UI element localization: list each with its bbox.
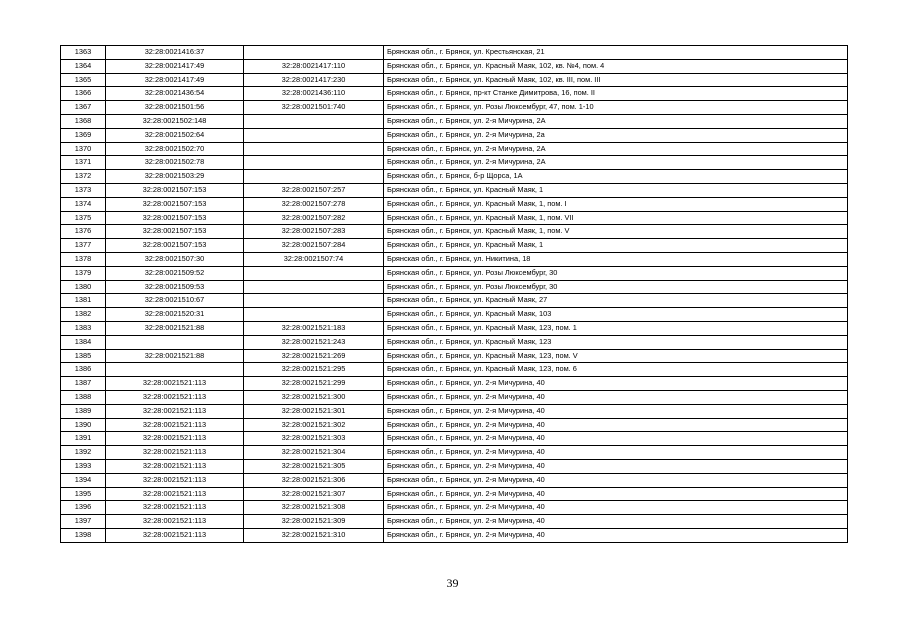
address-cell: Брянская обл., г. Брянск, ул. 2-я Мичурина, 40 bbox=[384, 515, 848, 529]
cadastral-number-cell: 32:28:0021521:113 bbox=[106, 515, 244, 529]
cadastral-number-cell: 32:28:0021507:153 bbox=[106, 211, 244, 225]
building-number-cell: 32:28:0021507:74 bbox=[244, 252, 384, 266]
cadastral-number-cell: 32:28:0021521:113 bbox=[106, 432, 244, 446]
building-number-cell: 32:28:0021507:284 bbox=[244, 239, 384, 253]
table-row bbox=[61, 418, 848, 432]
row-number-cell: 1396 bbox=[61, 501, 106, 515]
address-cell: Брянская обл., г. Брянск, ул. Крестьянская, 21 bbox=[384, 46, 848, 60]
row-number-cell: 1377 bbox=[61, 239, 106, 253]
cadastral-number-cell: 32:28:0021521:113 bbox=[106, 404, 244, 418]
table-row bbox=[61, 170, 848, 184]
row-number-cell: 1391 bbox=[61, 432, 106, 446]
address-cell: Брянская обл., г. Брянск, б-р Щорса, 1А bbox=[384, 170, 848, 184]
row-number-cell: 1368 bbox=[61, 114, 106, 128]
row-number-cell: 1383 bbox=[61, 321, 106, 335]
table-row bbox=[61, 501, 848, 515]
building-number-cell: 32:28:0021436:110 bbox=[244, 87, 384, 101]
address-cell: Брянская обл., г. Брянск, ул. Розы Люксембург, 47, пом. 1-10 bbox=[384, 101, 848, 115]
row-number-cell: 1376 bbox=[61, 225, 106, 239]
table-row bbox=[61, 239, 848, 253]
cadastral-number-cell: 32:28:0021521:113 bbox=[106, 377, 244, 391]
cadastral-number-cell: 32:28:0021502:70 bbox=[106, 142, 244, 156]
row-number-cell: 1382 bbox=[61, 308, 106, 322]
building-number-cell bbox=[244, 128, 384, 142]
building-number-cell bbox=[244, 280, 384, 294]
row-number-cell: 1378 bbox=[61, 252, 106, 266]
cadastral-number-cell: 32:28:0021510:67 bbox=[106, 294, 244, 308]
address-cell: Брянская обл., г. Брянск, ул. Розы Люксембург, 30 bbox=[384, 266, 848, 280]
address-cell: Брянская обл., г. Брянск, ул. Красный Маяк, 1, пом. I bbox=[384, 197, 848, 211]
address-cell: Брянская обл., г. Брянск, ул. Красный Маяк, 103 bbox=[384, 308, 848, 322]
cadastral-number-cell: 32:28:0021507:153 bbox=[106, 197, 244, 211]
row-number-cell: 1379 bbox=[61, 266, 106, 280]
cadastral-number-cell: 32:28:0021417:49 bbox=[106, 59, 244, 73]
address-cell: Брянская обл., г. Брянск, ул. Красный Маяк, 1, пом. V bbox=[384, 225, 848, 239]
row-number-cell: 1365 bbox=[61, 73, 106, 87]
table-row bbox=[61, 142, 848, 156]
table-row bbox=[61, 156, 848, 170]
table-row bbox=[61, 225, 848, 239]
row-number-cell: 1392 bbox=[61, 446, 106, 460]
address-cell: Брянская обл., г. Брянск, ул. Никитина, 18 bbox=[384, 252, 848, 266]
cadastral-number-cell: 32:28:0021509:53 bbox=[106, 280, 244, 294]
table-row bbox=[61, 335, 848, 349]
address-cell: Брянская обл., г. Брянск, ул. Розы Люксембург, 30 bbox=[384, 280, 848, 294]
building-number-cell: 32:28:0021521:305 bbox=[244, 459, 384, 473]
address-cell: Брянская обл., г. Брянск, ул. 2-я Мичурина, 2а bbox=[384, 128, 848, 142]
cadastral-number-cell: 32:28:0021501:56 bbox=[106, 101, 244, 115]
cadastral-number-cell: 32:28:0021521:113 bbox=[106, 487, 244, 501]
address-cell: Брянская обл., г. Брянск, ул. Красный Маяк, 1, пом. VII bbox=[384, 211, 848, 225]
building-number-cell: 32:28:0021521:302 bbox=[244, 418, 384, 432]
table-row bbox=[61, 252, 848, 266]
cadastral-number-cell bbox=[106, 363, 244, 377]
building-number-cell: 32:28:0021521:301 bbox=[244, 404, 384, 418]
building-number-cell: 32:28:0021521:309 bbox=[244, 515, 384, 529]
address-cell: Брянская обл., г. Брянск, пр-кт Станке Димитрова, 16, пом. II bbox=[384, 87, 848, 101]
property-table bbox=[60, 45, 848, 543]
table-row bbox=[61, 294, 848, 308]
building-number-cell: 32:28:0021521:308 bbox=[244, 501, 384, 515]
table-row bbox=[61, 46, 848, 60]
address-cell: Брянская обл., г. Брянск, ул. 2-я Мичурина, 40 bbox=[384, 432, 848, 446]
building-number-cell: 32:28:0021521:295 bbox=[244, 363, 384, 377]
address-cell: Брянская обл., г. Брянск, ул. 2-я Мичурина, 2А bbox=[384, 114, 848, 128]
building-number-cell: 32:28:0021521:183 bbox=[244, 321, 384, 335]
address-cell: Брянская обл., г. Брянск, ул. 2-я Мичурина, 40 bbox=[384, 473, 848, 487]
table-row bbox=[61, 308, 848, 322]
cadastral-number-cell: 32:28:0021521:113 bbox=[106, 528, 244, 542]
building-number-cell bbox=[244, 156, 384, 170]
building-number-cell bbox=[244, 308, 384, 322]
building-number-cell bbox=[244, 142, 384, 156]
table-row bbox=[61, 459, 848, 473]
address-cell: Брянская обл., г. Брянск, ул. 2-я Мичурина, 40 bbox=[384, 487, 848, 501]
property-table-body bbox=[61, 46, 848, 543]
row-number-cell: 1369 bbox=[61, 128, 106, 142]
table-row bbox=[61, 266, 848, 280]
address-cell: Брянская обл., г. Брянск, ул. Красный Маяк, 123 bbox=[384, 335, 848, 349]
building-number-cell: 32:28:0021521:243 bbox=[244, 335, 384, 349]
row-number-cell: 1366 bbox=[61, 87, 106, 101]
address-cell: Брянская обл., г. Брянск, ул. Красный Маяк, 123, пом. 6 bbox=[384, 363, 848, 377]
table-row bbox=[61, 349, 848, 363]
building-number-cell: 32:28:0021507:278 bbox=[244, 197, 384, 211]
row-number-cell: 1393 bbox=[61, 459, 106, 473]
cadastral-number-cell: 32:28:0021521:113 bbox=[106, 390, 244, 404]
page-number: 39 bbox=[446, 576, 459, 590]
address-cell: Брянская обл., г. Брянск, ул. Красный Маяк, 123, пом. 1 bbox=[384, 321, 848, 335]
address-cell: Брянская обл., г. Брянск, ул. Красный Маяк, 102, кв. III, пом. III bbox=[384, 73, 848, 87]
row-number-cell: 1397 bbox=[61, 515, 106, 529]
address-cell: Брянская обл., г. Брянск, ул. 2-я Мичурина, 2А bbox=[384, 156, 848, 170]
building-number-cell bbox=[244, 114, 384, 128]
cadastral-number-cell: 32:28:0021507:153 bbox=[106, 239, 244, 253]
row-number-cell: 1372 bbox=[61, 170, 106, 184]
building-number-cell: 32:28:0021521:304 bbox=[244, 446, 384, 460]
cadastral-number-cell: 32:28:0021507:153 bbox=[106, 183, 244, 197]
table-row bbox=[61, 432, 848, 446]
cadastral-number-cell: 32:28:0021521:113 bbox=[106, 501, 244, 515]
cadastral-number-cell: 32:28:0021502:64 bbox=[106, 128, 244, 142]
building-number-cell: 32:28:0021507:283 bbox=[244, 225, 384, 239]
row-number-cell: 1363 bbox=[61, 46, 106, 60]
table-row bbox=[61, 280, 848, 294]
table-row bbox=[61, 487, 848, 501]
address-cell: Брянская обл., г. Брянск, ул. 2-я Мичурина, 40 bbox=[384, 390, 848, 404]
address-cell: Брянская обл., г. Брянск, ул. 2-я Мичурина, 40 bbox=[384, 446, 848, 460]
table-row bbox=[61, 473, 848, 487]
cadastral-number-cell: 32:28:0021417:49 bbox=[106, 73, 244, 87]
address-cell: Брянская обл., г. Брянск, ул. 2-я Мичурина, 40 bbox=[384, 501, 848, 515]
address-cell: Брянская обл., г. Брянск, ул. Красный Маяк, 1 bbox=[384, 239, 848, 253]
row-number-cell: 1380 bbox=[61, 280, 106, 294]
table-row bbox=[61, 101, 848, 115]
address-cell: Брянская обл., г. Брянск, ул. Красный Маяк, 102, кв. №4, пом. 4 bbox=[384, 59, 848, 73]
table-row bbox=[61, 377, 848, 391]
table-row bbox=[61, 183, 848, 197]
table-row bbox=[61, 211, 848, 225]
cadastral-number-cell: 32:28:0021521:113 bbox=[106, 473, 244, 487]
row-number-cell: 1375 bbox=[61, 211, 106, 225]
cadastral-number-cell: 32:28:0021509:52 bbox=[106, 266, 244, 280]
cadastral-number-cell: 32:28:0021436:54 bbox=[106, 87, 244, 101]
building-number-cell: 32:28:0021521:299 bbox=[244, 377, 384, 391]
table-row bbox=[61, 197, 848, 211]
row-number-cell: 1390 bbox=[61, 418, 106, 432]
address-cell: Брянская обл., г. Брянск, ул. Красный Маяк, 123, пом. V bbox=[384, 349, 848, 363]
row-number-cell: 1398 bbox=[61, 528, 106, 542]
building-number-cell: 32:28:0021507:257 bbox=[244, 183, 384, 197]
table-row bbox=[61, 528, 848, 542]
table-row bbox=[61, 515, 848, 529]
row-number-cell: 1395 bbox=[61, 487, 106, 501]
table-row bbox=[61, 73, 848, 87]
row-number-cell: 1388 bbox=[61, 390, 106, 404]
address-cell: Брянская обл., г. Брянск, ул. 2-я Мичурина, 2А bbox=[384, 142, 848, 156]
building-number-cell: 32:28:0021521:307 bbox=[244, 487, 384, 501]
row-number-cell: 1367 bbox=[61, 101, 106, 115]
cadastral-number-cell: 32:28:0021502:78 bbox=[106, 156, 244, 170]
cadastral-number-cell: 32:28:0021521:88 bbox=[106, 321, 244, 335]
row-number-cell: 1384 bbox=[61, 335, 106, 349]
row-number-cell: 1386 bbox=[61, 363, 106, 377]
row-number-cell: 1371 bbox=[61, 156, 106, 170]
building-number-cell bbox=[244, 266, 384, 280]
table-row bbox=[61, 59, 848, 73]
cadastral-number-cell: 32:28:0021502:148 bbox=[106, 114, 244, 128]
building-number-cell: 32:28:0021417:230 bbox=[244, 73, 384, 87]
address-cell: Брянская обл., г. Брянск, ул. 2-я Мичурина, 40 bbox=[384, 377, 848, 391]
building-number-cell: 32:28:0021521:310 bbox=[244, 528, 384, 542]
row-number-cell: 1385 bbox=[61, 349, 106, 363]
table-row bbox=[61, 404, 848, 418]
building-number-cell bbox=[244, 170, 384, 184]
table-row bbox=[61, 390, 848, 404]
row-number-cell: 1374 bbox=[61, 197, 106, 211]
address-cell: Брянская обл., г. Брянск, ул. 2-я Мичурина, 40 bbox=[384, 528, 848, 542]
building-number-cell bbox=[244, 46, 384, 60]
cadastral-number-cell: 32:28:0021521:113 bbox=[106, 459, 244, 473]
cadastral-number-cell: 32:28:0021416:37 bbox=[106, 46, 244, 60]
row-number-cell: 1364 bbox=[61, 59, 106, 73]
address-cell: Брянская обл., г. Брянск, ул. 2-я Мичурина, 40 bbox=[384, 418, 848, 432]
cadastral-number-cell: 32:28:0021521:113 bbox=[106, 446, 244, 460]
building-number-cell: 32:28:0021501:740 bbox=[244, 101, 384, 115]
row-number-cell: 1373 bbox=[61, 183, 106, 197]
building-number-cell: 32:28:0021521:269 bbox=[244, 349, 384, 363]
row-number-cell: 1370 bbox=[61, 142, 106, 156]
building-number-cell: 32:28:0021521:300 bbox=[244, 390, 384, 404]
building-number-cell: 32:28:0021521:306 bbox=[244, 473, 384, 487]
table-row bbox=[61, 128, 848, 142]
table-row bbox=[61, 87, 848, 101]
cadastral-number-cell: 32:28:0021520:31 bbox=[106, 308, 244, 322]
cadastral-number-cell: 32:28:0021521:88 bbox=[106, 349, 244, 363]
row-number-cell: 1381 bbox=[61, 294, 106, 308]
address-cell: Брянская обл., г. Брянск, ул. 2-я Мичурина, 40 bbox=[384, 459, 848, 473]
table-row bbox=[61, 363, 848, 377]
building-number-cell: 32:28:0021417:110 bbox=[244, 59, 384, 73]
cadastral-number-cell: 32:28:0021521:113 bbox=[106, 418, 244, 432]
table-row bbox=[61, 321, 848, 335]
cadastral-number-cell bbox=[106, 335, 244, 349]
table-row bbox=[61, 446, 848, 460]
row-number-cell: 1394 bbox=[61, 473, 106, 487]
address-cell: Брянская обл., г. Брянск, ул. Красный Маяк, 1 bbox=[384, 183, 848, 197]
cadastral-number-cell: 32:28:0021507:153 bbox=[106, 225, 244, 239]
building-number-cell bbox=[244, 294, 384, 308]
table-row bbox=[61, 114, 848, 128]
address-cell: Брянская обл., г. Брянск, ул. Красный Маяк, 27 bbox=[384, 294, 848, 308]
row-number-cell: 1389 bbox=[61, 404, 106, 418]
building-number-cell: 32:28:0021521:303 bbox=[244, 432, 384, 446]
cadastral-number-cell: 32:28:0021507:30 bbox=[106, 252, 244, 266]
cadastral-number-cell: 32:28:0021503:29 bbox=[106, 170, 244, 184]
building-number-cell: 32:28:0021507:282 bbox=[244, 211, 384, 225]
row-number-cell: 1387 bbox=[61, 377, 106, 391]
address-cell: Брянская обл., г. Брянск, ул. 2-я Мичурина, 40 bbox=[384, 404, 848, 418]
